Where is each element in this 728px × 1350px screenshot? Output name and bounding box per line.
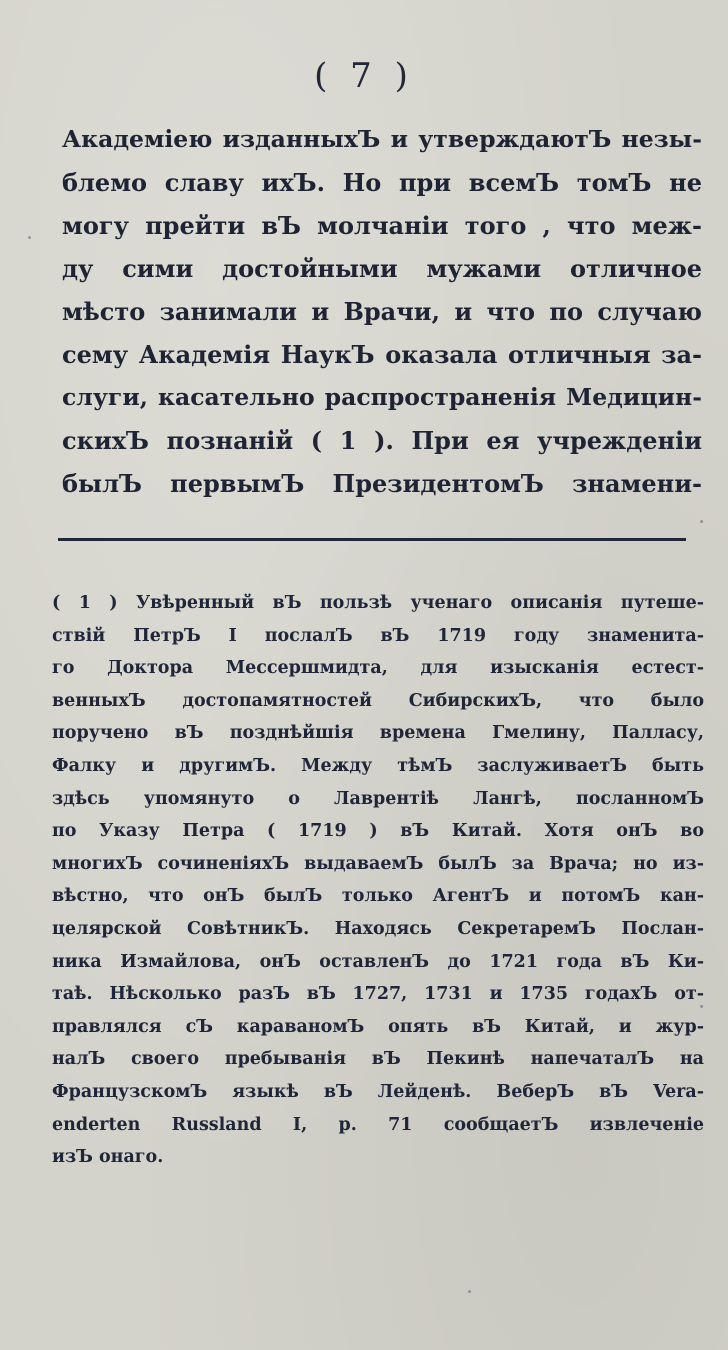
footnote-line: правлялся сЪ караваномЪ опять вЪ Китай, и жур- xyxy=(52,1016,704,1037)
footnote-line: го Доктора Мессершмидта, для изысканiя естест- xyxy=(52,658,704,679)
main-text-line: Академiею изданныхЪ и утверждаютЪ незы- xyxy=(62,125,702,153)
footnote-line: многихЪ сочиненiяхЪ выдаваемЪ былЪ за Врача; но из- xyxy=(52,853,704,874)
main-text-line: блемо славу ихЪ. Но при всемЪ томЪ не xyxy=(62,168,702,197)
paper-speck xyxy=(28,236,31,239)
footnote-line: ника Измайлова, онЪ оставленЪ до 1721 года вЪ Ки- xyxy=(52,951,704,972)
footnote-line: изЪ онаго. xyxy=(52,1147,164,1168)
footnote-line: ФранцузскомЪ языкѣ вЪ Лейденѣ. ВеберЪ вЪ Vera- xyxy=(52,1081,704,1102)
footnote-line: Фалку и другимЪ. Между тѣмЪ заслуживаетЪ быть xyxy=(52,755,704,776)
footnote-line: по Указу Петра ( 1719 ) вЪ Китай. Хотя онЪ во xyxy=(52,821,704,842)
page-number: ( 7 ) xyxy=(314,56,414,96)
footnote-line: ( 1 ) Увѣренный вЪ пользѣ ученаго описанiя путеше- xyxy=(52,593,704,613)
footnote xyxy=(52,587,704,1174)
footnote-line: ствiй ПетрЪ I послалЪ вЪ 1719 году знаменита- xyxy=(52,625,704,646)
main-text-line: сему Академiя НаукЪ оказала отличныя за- xyxy=(62,340,702,369)
footnote-line: вѣстно, что онЪ былЪ только АгентЪ и потомЪ кан- xyxy=(52,886,704,907)
footnote-line: здѣсь упомянуто о Лаврентiѣ Лангѣ, посланномЪ xyxy=(52,788,704,809)
footnote-line: поручено вЪ позднѣйшiя времена Гмелину, Палласу, xyxy=(52,723,704,744)
footnote-line: таѣ. Нѣсколько разЪ вЪ 1727, 1731 и 1735 годахЪ от- xyxy=(52,984,704,1005)
main-text-line: скихЪ познанiй ( 1 ). При ея учрежденiи xyxy=(62,426,702,455)
footnote-line: целярской СовѣтникЪ. Находясь СекретаремЪ Послан- xyxy=(52,918,704,939)
footnote-line: enderten Russland I, p. 71 сообщаетЪ извлеченiе xyxy=(52,1114,704,1135)
paper-speck xyxy=(700,520,703,523)
main-text-line: могу прейти вЪ молчанiи того , что меж- xyxy=(62,211,702,240)
footnote-line: венныхЪ достопамятностей СибирскихЪ, что было xyxy=(52,690,704,711)
main-text-line: ду сими достойными мужами отличное xyxy=(62,254,702,283)
main-text-line: слуги, касательно распространенiя Медицин- xyxy=(62,383,702,411)
main-text xyxy=(62,118,702,505)
footnote-line: налЪ своего пребыванiя вЪ Пекинѣ напечаталЪ на xyxy=(52,1049,704,1070)
main-text-line: мѣсто занимали и Врачи, и что по случаю xyxy=(62,297,702,326)
main-text-line: былЪ первымЪ ПрезидентомЪ знамени- xyxy=(62,469,702,498)
paper-speck xyxy=(700,1005,703,1008)
paper-speck xyxy=(468,1290,471,1293)
footnote-divider xyxy=(58,538,686,541)
